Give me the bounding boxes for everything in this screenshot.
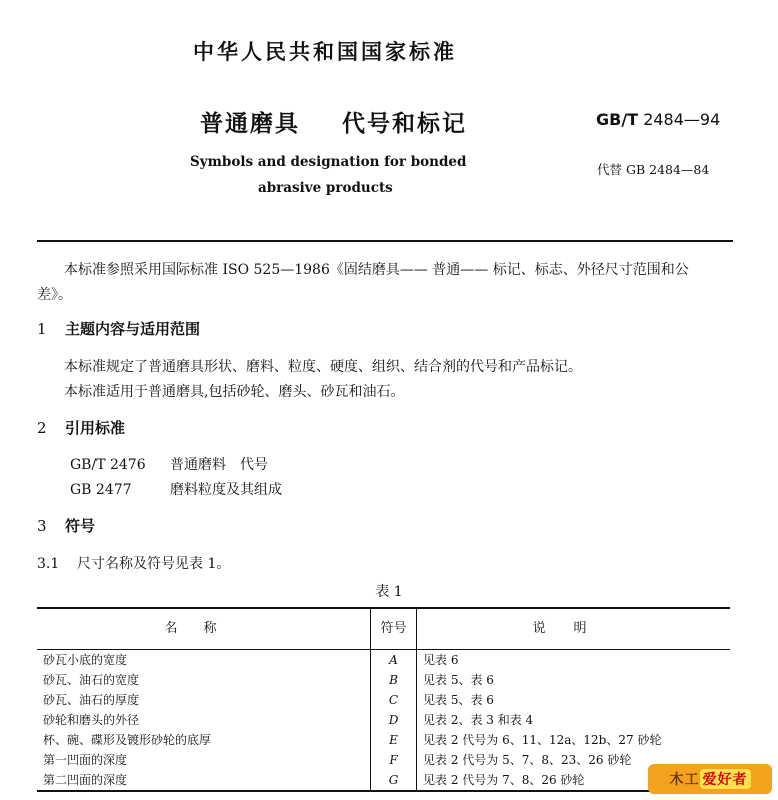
reference-item <box>70 479 282 499</box>
section-title: 主题内容与适用范围 <box>65 320 201 338</box>
section-number: 2 <box>37 419 47 437</box>
table-row <box>37 650 730 671</box>
section1-paragraph1: 本标准规定了普通磨具形状、磨料、粒度、硬度、组织、结合剂的代号和产品标记。 <box>64 359 582 375</box>
cell-symbol: D <box>371 710 417 730</box>
standard-code <box>596 110 720 129</box>
table-row <box>37 670 730 690</box>
document-header: 中华人民共和国国家标准 <box>193 39 457 64</box>
cell-note: 见表 5、表 6 <box>423 693 494 707</box>
section-title: 引用标准 <box>65 419 126 437</box>
table-row <box>37 710 730 730</box>
intro-line2: 差》。 <box>37 287 72 303</box>
cell-symbol: A <box>371 650 417 671</box>
cell-note: 见表 5、表 6 <box>423 673 494 687</box>
section-number: 3 <box>37 517 47 535</box>
cell-note: 见表 2 代号为 6、11、12a、12b、27 砂轮 <box>423 733 662 747</box>
table-caption: 表 1 <box>375 584 403 600</box>
column-header-note: 说明 <box>417 608 731 650</box>
header-divider <box>37 240 733 242</box>
cell-name: 第一凹面的深度 <box>43 753 128 767</box>
cell-name: 砂瓦、油石的宽度 <box>43 673 140 687</box>
cell-note: 见表 2 代号为 5、7、8、23、26 砂轮 <box>423 753 632 767</box>
clause-text: 尺寸名称及符号见表 1。 <box>77 556 231 572</box>
cell-symbol: E <box>371 730 417 750</box>
english-title-line1: Symbols and designation for bonded <box>190 154 467 170</box>
reference-code: GB 2477 <box>70 482 132 498</box>
reference-title: 普通磨料 代号 <box>170 457 268 473</box>
cell-name: 砂瓦、油石的厚度 <box>43 693 140 707</box>
table-row <box>37 750 730 770</box>
intro-line1: 本标准参照采用国际标准 ISO 525—1986《固结磨具—— 普通—— 标记、标志、外径尺寸范围和公 <box>64 262 689 278</box>
english-title-line2: abrasive products <box>258 180 393 196</box>
cell-symbol: G <box>371 770 417 791</box>
section-heading-2 <box>37 417 125 438</box>
table-row <box>37 690 730 710</box>
standard-code-prefix: GB/T <box>596 110 639 129</box>
section-title: 符号 <box>65 517 96 535</box>
table-row <box>37 770 730 791</box>
watermark-part2: 爱好者 <box>700 769 751 789</box>
clause-3-1 <box>37 553 230 573</box>
title-main: 普通磨具 <box>200 110 300 137</box>
cell-name: 砂瓦小底的宽度 <box>43 653 128 667</box>
cell-note: 见表 2、表 3 和表 4 <box>423 713 534 727</box>
section-heading-1 <box>37 318 200 339</box>
section-heading-3 <box>37 515 95 536</box>
column-header-symbol: 符号 <box>371 608 417 650</box>
reference-code: GB/T 2476 <box>70 457 146 473</box>
cell-note: 见表 2 代号为 7、8、26 砂轮 <box>423 773 585 787</box>
table-header-row <box>37 608 730 650</box>
table-row <box>37 730 730 750</box>
section1-paragraph2: 本标准适用于普通磨具,包括砂轮、磨头、砂瓦和油石。 <box>64 384 405 400</box>
cell-name: 砂轮和磨头的外径 <box>43 713 140 727</box>
cell-name: 杯、碗、碟形及镀形砂轮的底厚 <box>43 733 212 747</box>
standard-title <box>200 105 467 138</box>
cell-note: 见表 6 <box>423 653 459 667</box>
clause-number: 3.1 <box>37 556 60 572</box>
watermark-logo <box>648 764 772 794</box>
cell-symbol: C <box>371 690 417 710</box>
column-header-name: 名称 <box>37 608 371 650</box>
cell-symbol: B <box>371 670 417 690</box>
cell-name: 第二凹面的深度 <box>43 773 128 787</box>
reference-title: 磨料粒度及其组成 <box>170 482 282 498</box>
symbol-table <box>37 607 730 792</box>
section-number: 1 <box>37 320 47 338</box>
replaces-note: 代替 GB 2484—84 <box>597 162 710 177</box>
title-sub: 代号和标记 <box>342 110 468 137</box>
cell-symbol: F <box>371 750 417 770</box>
standard-code-number: 2484—94 <box>643 110 721 129</box>
watermark-part1: 木工 <box>669 772 700 788</box>
reference-item <box>70 454 268 474</box>
